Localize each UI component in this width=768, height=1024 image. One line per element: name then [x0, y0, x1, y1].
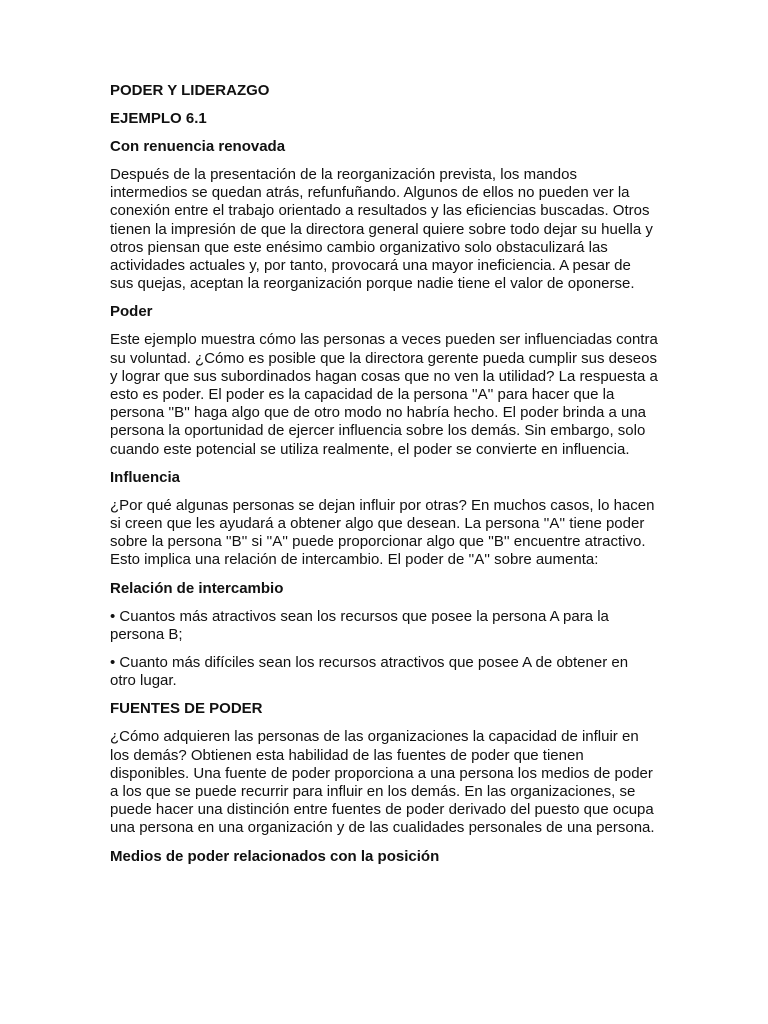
- section-heading-con-renuencia: Con renuencia renovada: [110, 138, 286, 155]
- paragraph-poder: Este ejemplo muestra cómo las personas a veces pueden ser influenciadas contra su voluntad. ¿Cómo es posible que la directora gerente pueda cumplir sus deseos y lograr que sus subordinados hagan cosas que no ven la utilidad? La respuesta a esto es poder. El poder es la capacidad de la persona ''A'' para hacer que la persona ''B'' haga algo que de otro modo no habría hecho. El poder brinda a una persona la oportunidad de ejercer influencia sobre los demás. Sin embargo, solo cuando este potencial se utiliza realmente, el poder se convierte en influencia.: [110, 331, 658, 458]
- example-label: EJEMPLO 6.1: [110, 110, 207, 127]
- paragraph-fuentes-de-poder: ¿Cómo adquieren las personas de las organizaciones la capacidad de influir en los demás? Obtienen esta habilidad de las fuentes de poder que tienen disponibles. Una fuente de poder proporciona a una persona los medios de poder a los que se puede recurrir para influir en los demás. En las organizaciones, se puede hacer una distinción entre fuentes de poder derivado del puesto que ocupa una persona en una organización y de las cualidades personales de una persona.: [110, 728, 655, 837]
- paragraph-con-renuencia: Después de la presentación de la reorganización prevista, los mandos intermedios se quedan atrás, refunfuñando. Algunos de ellos no pueden ver la conexión entre el trabajo orientado a resultados y las eficiencias buscadas. Otros tienen la impresión de que la directora general quiere sobre todo dejar su huella y otros piensan que este enésimo cambio organizativo solo obstaculizará las actividades actuales y, por tanto, provocará una mayor ineficiencia. A pesar de sus quejas, aceptan la reorganización porque nadie tiene el valor de oponerse.: [110, 166, 653, 293]
- section-heading-medios-de-poder: Medios de poder relacionados con la posición: [110, 847, 440, 865]
- section-heading-relacion-intercambio: Relación de intercambio: [110, 579, 284, 597]
- document-title: PODER Y LIDERAZGO: [110, 82, 270, 99]
- paragraph-influencia: ¿Por qué algunas personas se dejan influir por otras? En muchos casos, lo hacen si creen que les ayudará a obtener algo que desean. La persona ''A'' tiene poder sobre la persona ''B'' si ''A'' puede proporcionar algo que ''B'' encuentre atractivo. Esto implica una relación de intercambio. El poder de ''A'' sobre aumenta:: [110, 496, 655, 569]
- bullet-item-2: • Cuanto más difíciles sean los recursos atractivos que posee A de obtener en otro lugar.: [110, 654, 629, 690]
- section-heading-poder: Poder: [110, 303, 153, 321]
- bullet-item-1: • Cuantos más atractivos sean los recursos que posee la persona A para la persona B;: [110, 607, 609, 643]
- section-heading-influencia: Influencia: [110, 468, 181, 486]
- section-heading-fuentes-de-poder: FUENTES DE PODER: [110, 700, 263, 718]
- document-page: [110, 82, 658, 876]
